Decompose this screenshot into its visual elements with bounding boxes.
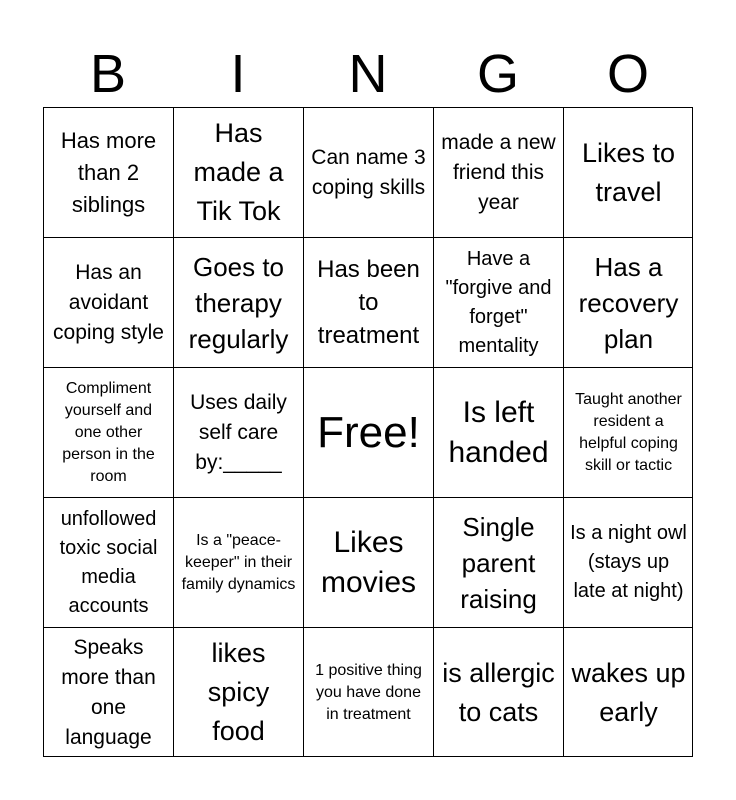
cell-text: likes spicy food <box>207 638 270 746</box>
header-letter-o: O <box>606 44 649 104</box>
bingo-cell[interactable] <box>43 237 173 367</box>
bingo-cell[interactable] <box>433 497 563 627</box>
bingo-cell[interactable] <box>563 367 693 497</box>
cell-text: Single parent raising <box>460 511 537 614</box>
cell-text: Has a recovery plan <box>578 251 679 354</box>
bingo-cell[interactable] <box>303 237 433 367</box>
bingo-cell[interactable] <box>173 367 303 497</box>
cell-text: Is a "peace-keeper" in their family dynamics <box>181 531 296 593</box>
bingo-cell[interactable] <box>563 627 693 757</box>
bingo-cell[interactable] <box>433 237 563 367</box>
cell-text: Is left handed <box>448 395 549 469</box>
bingo-cell[interactable] <box>563 497 693 627</box>
cell-text: Likes to travel <box>581 137 676 207</box>
cell-text: Uses daily self care by:_____ <box>190 390 287 474</box>
cell-text: Is a night owl (stays up late at night) <box>570 522 687 602</box>
bingo-cell[interactable] <box>173 107 303 237</box>
cell-text: made a new friend this year <box>441 130 556 214</box>
cell-text: is allergic to cats <box>442 657 555 727</box>
bingo-cell[interactable] <box>303 497 433 627</box>
cell-text: Compliment yourself and one other person in the room <box>62 379 155 485</box>
header-letter-b: B <box>89 44 127 104</box>
bingo-cell[interactable] <box>43 627 173 757</box>
bingo-cell[interactable] <box>433 107 563 237</box>
cell-text: Goes to therapy regularly <box>188 251 289 354</box>
cell-text: Has an avoidant coping style <box>53 260 164 344</box>
bingo-cell[interactable] <box>303 107 433 237</box>
bingo-cell[interactable] <box>173 497 303 627</box>
header-letter-i: I <box>230 44 246 104</box>
bingo-cell[interactable] <box>433 367 563 497</box>
cell-text: Taught another resident a helpful coping skill or tactic <box>575 390 682 474</box>
cell-text: Have a "forgive and forget" mentality <box>445 247 552 357</box>
bingo-cell[interactable] <box>173 627 303 757</box>
cell-text: wakes up early <box>571 657 686 727</box>
bingo-header <box>43 42 693 106</box>
bingo-cell[interactable] <box>43 367 173 497</box>
bingo-cell[interactable] <box>43 107 173 237</box>
free-space-text: Free! <box>317 407 420 457</box>
cell-text: Has made a Tik Tok <box>193 118 284 226</box>
header-letter-n: N <box>348 44 388 104</box>
bingo-cell[interactable] <box>563 107 693 237</box>
cell-text: Speaks more than one language <box>61 635 156 749</box>
cell-text: 1 positive thing you have done in treatment <box>315 661 422 723</box>
cell-text: unfollowed toxic social media accounts <box>59 507 158 617</box>
free-space-cell[interactable] <box>303 367 433 497</box>
cell-text: Likes movies <box>320 525 417 599</box>
bingo-cell[interactable] <box>43 497 173 627</box>
header-letter-g: G <box>476 44 519 104</box>
bingo-cell[interactable] <box>173 237 303 367</box>
cell-text: Has more than 2 siblings <box>60 127 157 217</box>
bingo-cell[interactable] <box>303 627 433 757</box>
bingo-cell[interactable] <box>563 237 693 367</box>
cell-text: Has been to treatment <box>317 256 420 349</box>
bingo-cell[interactable] <box>433 627 563 757</box>
bingo-grid <box>43 107 693 757</box>
cell-text: Can name 3 coping skills <box>311 145 426 199</box>
